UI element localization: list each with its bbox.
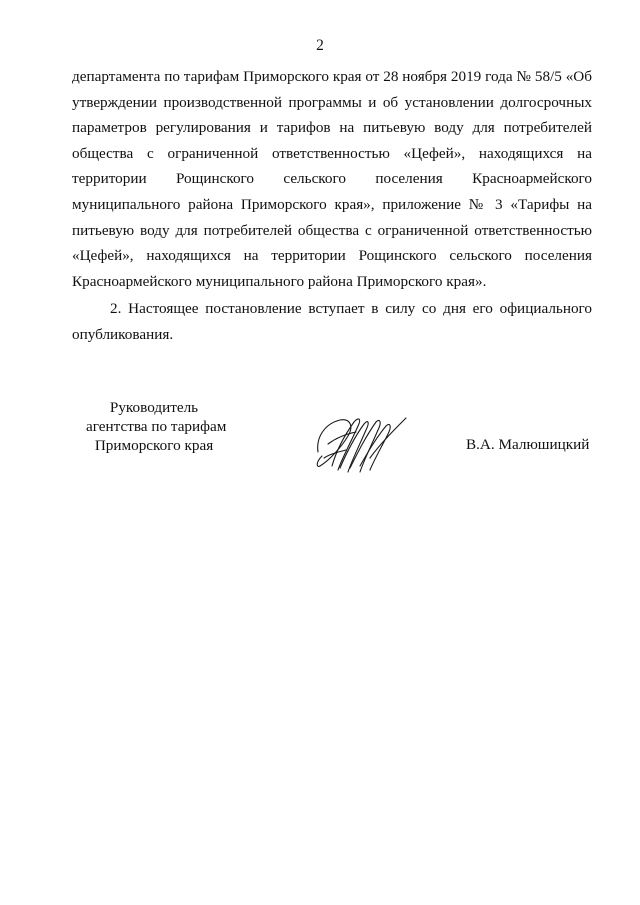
signer-name: В.А. Малюшицкий [466, 436, 590, 453]
paragraph-continuation [72, 64, 592, 294]
handwritten-signature [310, 408, 410, 478]
text-line: территории Рощинского сельского поселения Красноармейского [72, 170, 592, 188]
text-line: опубликования. [72, 325, 174, 343]
clause-2 [72, 296, 592, 347]
text-line: «Цефей», находящихся на территории Рощинского сельского поселения [72, 247, 592, 265]
text-line: муниципального района Приморского края», приложение № 3 «Тарифы на [72, 195, 592, 213]
signer-title-line: Приморского края [94, 437, 214, 454]
text-line: питьевую воду для потребителей общества с ограниченной ответственностью [72, 221, 592, 239]
text-line: департамента по тарифам Приморского края от 28 ноября 2019 года № 58/5 «Об [72, 68, 592, 85]
text-line: Красноармейского муниципального района Приморского края». [72, 272, 487, 290]
text-line: утверждении производственной программы и об установлении долгосрочных [72, 93, 592, 111]
page-number: 2 [316, 37, 324, 54]
signer-title-line: агентства по тарифам [86, 418, 227, 435]
text-line: 2. Настоящее постановление вступает в силу со дня его официального [110, 300, 592, 317]
text-line: параметров регулирования и тарифов на питьевую воду для потребителей [72, 119, 592, 137]
signer-title-line: Руководитель [109, 399, 199, 416]
signer-title [86, 398, 227, 455]
text-line: общества с ограниченной ответственностью «Цефей», находящихся на [72, 144, 592, 162]
